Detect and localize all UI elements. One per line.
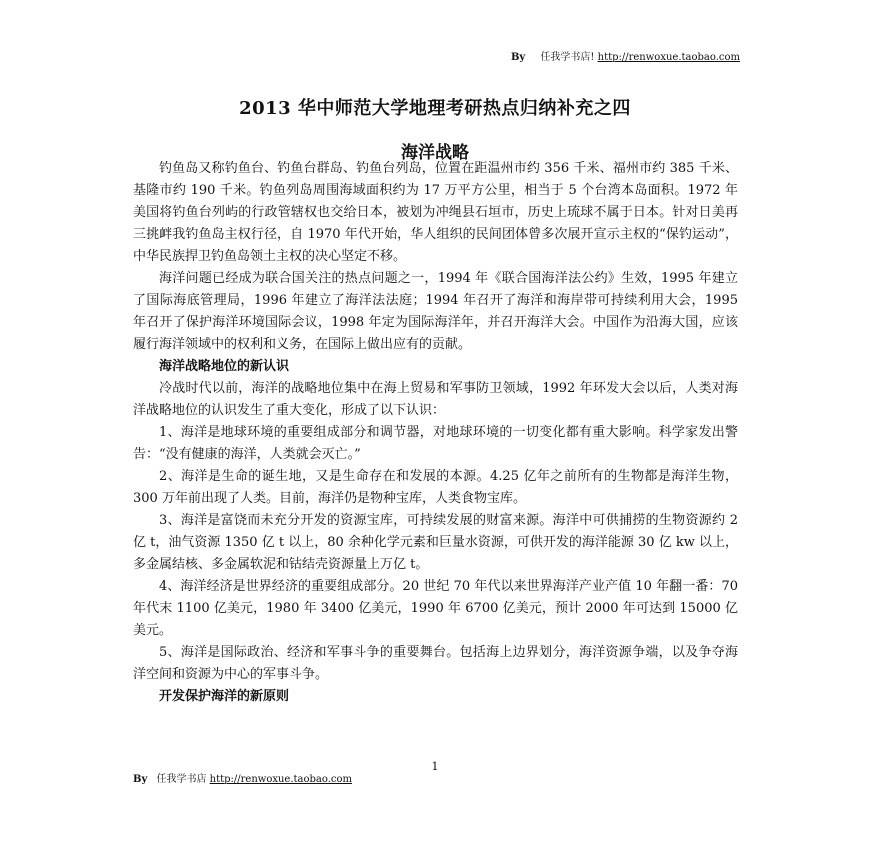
paragraph: 海洋问题已经成为联合国关注的热点问题之一，1994 年《联合国海洋法公约》生效，1995 年建立了国际海底管理局，1996 年建立了海洋法法庭；1994 年召开了海洋和海岸带可持续利用大会，1995 年召开了保护海洋环境国际会议，1998 年定为国际海洋年，并召开海洋大会。中国作为沿海大国，应该履行海洋领域中的权利和义务，在国际上做出应有的贡献。 xyxy=(133,271,738,352)
page-header xyxy=(511,48,740,63)
header-link[interactable]: http://renwoxue.taobao.com xyxy=(597,52,740,63)
footer-link[interactable]: http://renwoxue.taobao.com xyxy=(209,774,353,785)
footer-by: By xyxy=(133,774,148,785)
list-item: 1、海洋是地球环境的重要组成部分和调节器，对地球环境的一切变化都有重大影响。科学家发出警告：“没有健康的海洋，人类就会灭亡。” xyxy=(133,425,738,462)
header-store: 任我学书店! xyxy=(540,52,595,63)
page-number: 1 xyxy=(431,760,439,773)
list-item: 2、海洋是生命的诞生地，又是生命存在和发展的本源。4.25 亿年之前所有的生物都是海洋生物，300 万年前出现了人类。目前，海洋仍是物种宝库，人类食物宝库。 xyxy=(133,469,738,506)
list-item: 3、海洋是富饶而未充分开发的资源宝库，可持续发展的财富来源。海洋中可供捕捞的生物资源约 2 亿 t，油气资源 1350 亿 t 以上，80 余种化学元素和巨量水资源，可供开发的海洋能源 30 亿 kw 以上，多金属结核、多金属软泥和钴结壳资源量上万亿 t。 xyxy=(133,513,738,572)
header-by: By xyxy=(510,52,526,63)
footer-store: 任我学书店 xyxy=(156,774,207,785)
list-item: 5、海洋是国际政治、经济和军事斗争的重要舞台。包括海上边界划分，海洋资源争端，以及争夺海洋空间和资源为中心的军事斗争。 xyxy=(133,645,738,682)
document-body xyxy=(133,158,738,708)
section-heading: 开发保护海洋的新原则 xyxy=(159,689,290,704)
page-footer xyxy=(133,770,352,785)
paragraph: 冷战时代以前，海洋的战略地位集中在海上贸易和军事防卫领域，1992 年环发大会以后，人类对海洋战略地位的认识发生了重大变化，形成了以下认识： xyxy=(133,381,738,418)
document-title: 2013 华中师范大学地理考研热点归纳补充之四 xyxy=(239,98,631,119)
document-subtitle: 海洋战略 xyxy=(401,143,469,163)
section-heading: 海洋战略地位的新认识 xyxy=(159,359,290,374)
list-item: 4、海洋经济是世界经济的重要组成部分。20 世纪 70 年代以来世界海洋产业产值 10 年翻一番：70 年代末 1100 亿美元，1980 年 3400 亿美元，1990 年 6700 亿美元，预计 2000 年可达到 15000 亿美元。 xyxy=(133,579,738,638)
paragraph: 钓鱼岛又称钓鱼台、钓鱼台群岛、钓鱼台列岛，位置在距温州市约 356 千米、福州市约 385 千米、基隆市约 190 千米。钓鱼列岛周围海域面积约为 17 万平方公里，相当于 5 个台湾本岛面积。1972 年美国将钓鱼台列屿的行政管辖权也交给日本，被划为冲绳县石垣市，历史上琉球不属于日本。针对日美再三挑衅我钓鱼岛主权行径，自 1970 年代开始，华人组织的民间团体曾多次展开宣示主权的“保钓运动”，中华民族捍卫钓鱼岛领土主权的决心坚定不移。 xyxy=(133,161,738,264)
